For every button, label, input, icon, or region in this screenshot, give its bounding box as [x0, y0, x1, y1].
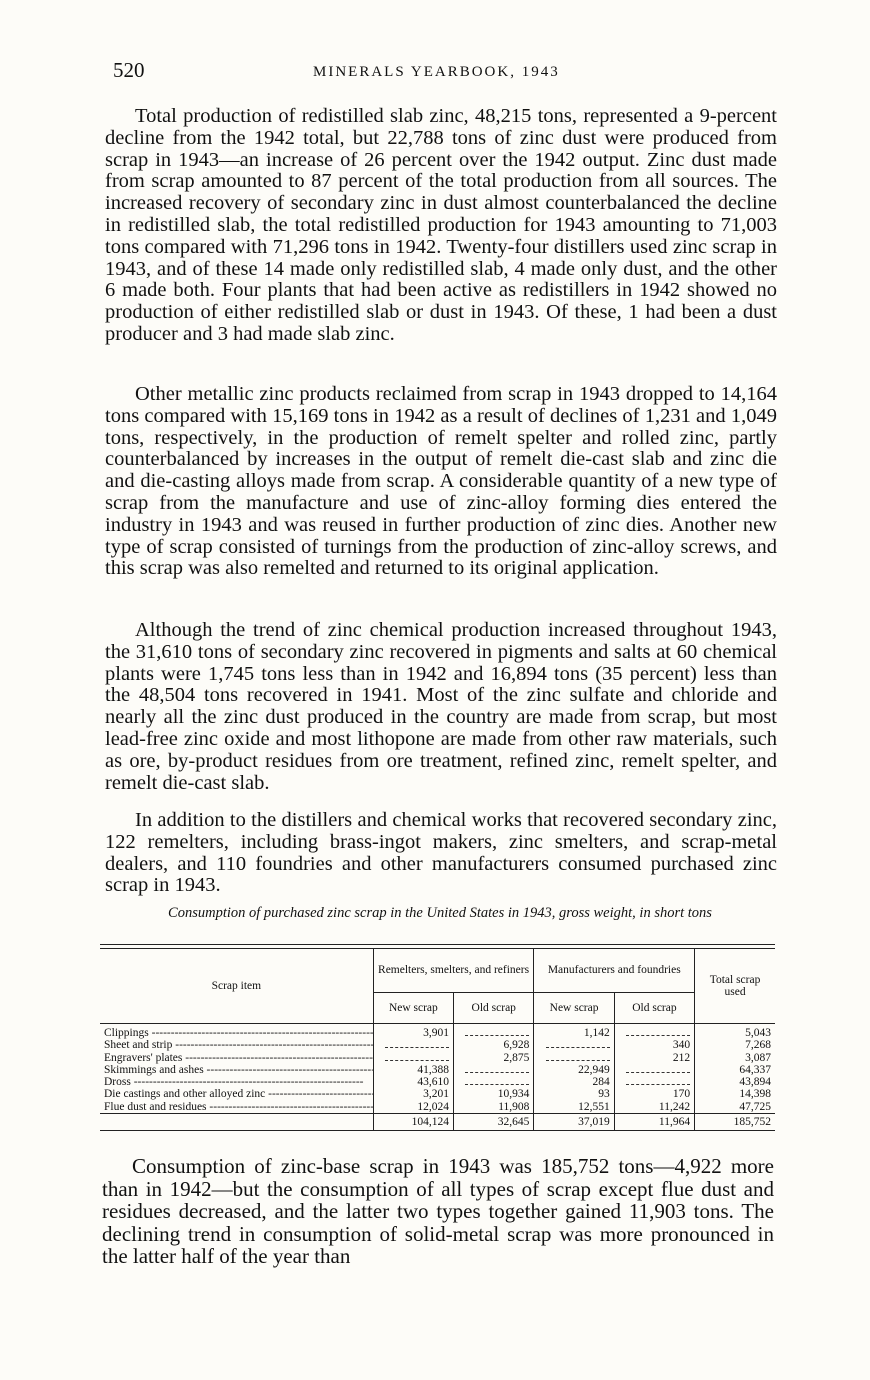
empty-cell-dash — [626, 1079, 690, 1085]
table-row — [100, 1101, 775, 1114]
row-item-label — [100, 1039, 373, 1051]
cell-rem-old: 2,875 — [454, 1052, 534, 1064]
total-rem-new: 104,124 — [373, 1114, 453, 1131]
row-item-text: Engravers' plates ----- — [104, 1052, 373, 1064]
table-body — [100, 1024, 775, 1114]
row-item-text: Skimmings and ashes ----- — [104, 1064, 373, 1076]
paragraph-redistilled-zinc: Total production of redistilled slab zinc, 48,215 tons, represented a 9-percent decline from the 1942 total, but 22,788 tons of zinc dust were produced from scrap in 1943—an increase of 26 percent over the 1942 output. Zinc dust made from scrap amounted to 87 percent of the total production from all sources. The increased recovery of secondary zinc in dust almost counterbalanced the decline in redistilled slab, the total redistilled production for 1943 amounting to 71,003 tons compared with 71,296 tons in 1942. Twenty-four distillers used zinc scrap in 1943, and of these 14 made only redistilled slab, 4 made only dust, and the other 6 made both. Four plants that had been active as redistillers in 1942 showed no production of either redistilled slab or dust in 1943. Of these, 1 had been a dust producer and 3 had made slab zinc. — [105, 105, 777, 345]
total-man-new: 37,019 — [534, 1114, 614, 1131]
table-row — [100, 1039, 775, 1051]
total-grand: 185,752 — [695, 1114, 775, 1131]
cell-man-old — [614, 1076, 694, 1088]
cell-rem-old — [454, 1064, 534, 1076]
cell-man-new — [534, 1039, 614, 1051]
cell-rem-new: 41,388 — [373, 1064, 453, 1076]
row-item-text: Flue dust and residues ----- — [104, 1101, 373, 1113]
cell-rem-old: 6,928 — [454, 1039, 534, 1051]
row-item-label — [100, 1076, 373, 1088]
header-total: Total scrap used — [695, 949, 775, 1024]
cell-total: 7,268 — [695, 1039, 775, 1051]
row-item-label — [100, 1052, 373, 1064]
scrap-consumption-table — [100, 944, 775, 1131]
row-item-label — [100, 1064, 373, 1076]
cell-rem-old — [454, 1076, 534, 1088]
cell-man-old: 170 — [614, 1088, 694, 1100]
page-header — [113, 58, 773, 88]
row-item-label — [100, 1088, 373, 1100]
total-label-cell — [100, 1114, 373, 1131]
table-row — [100, 1088, 775, 1100]
header-man-new-scrap: New scrap — [534, 992, 614, 1023]
header-man-old-scrap: Old scrap — [614, 992, 694, 1023]
header-remelters: Remelters, smelters, and refiners — [373, 949, 534, 992]
cell-total: 43,894 — [695, 1076, 775, 1088]
header-rem-new-scrap: New scrap — [373, 992, 453, 1023]
row-item-text: Sheet and strip ----- — [104, 1039, 373, 1051]
empty-cell-dash — [626, 1030, 690, 1036]
cell-man-old — [614, 1064, 694, 1076]
cell-rem-new: 12,024 — [373, 1101, 453, 1114]
cell-total: 47,725 — [695, 1101, 775, 1114]
table-caption: Consumption of purchased zinc scrap in the United States in 1943, gross weight, in short tons — [168, 905, 712, 921]
cell-total: 14,398 — [695, 1088, 775, 1100]
empty-cell-dash — [546, 1042, 610, 1048]
empty-cell-dash — [385, 1055, 449, 1061]
running-head: MINERALS YEARBOOK, 1943 — [313, 64, 560, 80]
cell-man-old — [614, 1024, 694, 1040]
paragraph-consumption: Consumption of zinc-base scrap in 1943 was 185,752 tons—4,922 more than in 1942—but the consumption of all types of scrap except flue dust and residues decreased, and the latter two types together gained 11,903 tons. The declining trend in consumption of solid-metal scrap was more pronounced in the latter half of the year than — [102, 1154, 774, 1268]
empty-cell-dash — [465, 1079, 529, 1085]
cell-man-new: 12,551 — [534, 1101, 614, 1114]
empty-cell-dash — [465, 1030, 529, 1036]
total-rem-old: 32,645 — [454, 1114, 534, 1131]
row-item-text: Die castings and other alloyed zinc ----- — [104, 1088, 373, 1100]
cell-rem-old — [454, 1024, 534, 1040]
table-row — [100, 1076, 775, 1088]
cell-man-old: 11,242 — [614, 1101, 694, 1114]
paragraph-remelters: In addition to the distillers and chemical works that recovered secondary zinc, 122 remelters, including brass-ingot makers, zinc smelters, and scrap-metal dealers, and 110 foundries and other manufacturers consumed purchased zinc scrap in 1943. — [105, 809, 777, 897]
cell-man-old: 212 — [614, 1052, 694, 1064]
cell-total: 5,043 — [695, 1024, 775, 1040]
header-manufacturers: Manufacturers and foundries — [534, 949, 695, 992]
cell-total: 64,337 — [695, 1064, 775, 1076]
cell-man-new: 284 — [534, 1076, 614, 1088]
cell-man-new: 1,142 — [534, 1024, 614, 1040]
cell-rem-new — [373, 1052, 453, 1064]
cell-rem-new: 3,201 — [373, 1088, 453, 1100]
header-rem-old-scrap: Old scrap — [454, 992, 534, 1023]
cell-rem-old: 10,934 — [454, 1088, 534, 1100]
total-man-old: 11,964 — [614, 1114, 694, 1131]
paragraph-chemical-production: Although the trend of zinc chemical production increased throughout 1943, the 31,610 tons of secondary zinc recovered in pigments and salts at 60 chemical plants were 1,745 tons less than in 1942 and 16,894 tons (35 percent) less than the 48,504 tons recovered in 1941. Most of the zinc sulfate and chloride and nearly all the zinc dust produced in the country are made from scrap, but most lead-free zinc oxide and most lithopone are made from other raw materials, such as ore, by-product residues from ore treatment, refined zinc, remelt spelter, and remelt die-cast slab. — [105, 619, 777, 794]
row-item-label — [100, 1024, 373, 1040]
cell-rem-new: 3,901 — [373, 1024, 453, 1040]
table-row — [100, 1024, 775, 1040]
cell-rem-old: 11,908 — [454, 1101, 534, 1114]
cell-total: 3,087 — [695, 1052, 775, 1064]
cell-rem-new: 43,610 — [373, 1076, 453, 1088]
cell-rem-new — [373, 1039, 453, 1051]
empty-cell-dash — [546, 1055, 610, 1061]
cell-man-new — [534, 1052, 614, 1064]
page-number: 520 — [113, 58, 145, 82]
table-row — [100, 1052, 775, 1064]
empty-cell-dash — [465, 1067, 529, 1073]
row-item-text: Dross ----- — [104, 1076, 364, 1088]
table-row — [100, 1064, 775, 1076]
empty-cell-dash — [626, 1067, 690, 1073]
cell-man-new: 22,949 — [534, 1064, 614, 1076]
paragraph-metallic-products: Other metallic zinc products reclaimed from scrap in 1943 dropped to 14,164 tons compared with 15,169 tons in 1942 as a result of declines of 1,231 and 1,049 tons, respectively, in the production of remelt spelter and rolled zinc, partly counterbalanced by increases in the output of remelt die-cast slab and zinc die and die-casting alloys made from scrap. A considerable quantity of a new type of scrap from the manufacture and use of zinc-alloy forming dies entered the industry in 1943 and was reused in further production of zinc dies. Another new type of scrap consisted of turnings from the production of zinc-alloy screws, and this scrap was also remelted and returned to its original application. — [105, 383, 777, 580]
table-total-row — [100, 1114, 775, 1131]
row-item-label — [100, 1101, 373, 1114]
cell-man-old: 340 — [614, 1039, 694, 1051]
header-scrap-item: Scrap item — [100, 949, 373, 1024]
cell-man-new: 93 — [534, 1088, 614, 1100]
row-item-text: Clippings ----- — [104, 1027, 373, 1039]
empty-cell-dash — [385, 1042, 449, 1048]
